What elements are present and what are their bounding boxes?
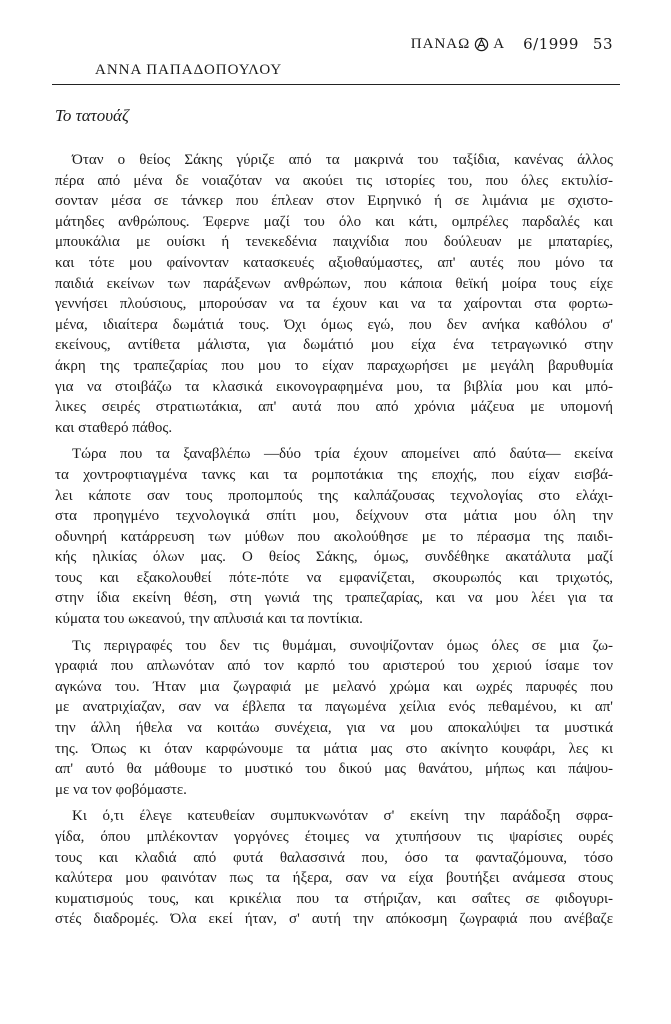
text-line: μπουκάλια με ουίσκι ή τενεκεδένια παιχνίδια που δούλευαν με μπαταρίες, (55, 234, 613, 251)
text-line: τους και κλαδιά από φυτά θαλασσινά που, όσο τα φανταζόμουνα, τόσο (55, 849, 613, 866)
text-line: και τότε μου φαίνονταν κατασκευές αξιοθαύμαστες, απ' αυτές που μόνο τα (55, 254, 613, 271)
author-name: ΑΝΝΑ ΠΑΠΑΔΟΠΟΥΛΟΥ (95, 62, 283, 78)
text-line: λει κάποτε σαν τους προπομπούς της καλπάζουσας τεχνολογίας στο ελάχι- (55, 487, 613, 504)
text-line: εκείνους, αντίθετα μάλιστα, για δωμάτιό μου είχα ένα τετραγωνικό στην (55, 337, 613, 354)
text-line: παιδιά εκείνων των παράξενων ανθρώπων, που κάποια θεϊκή μοίρα τους είχε (55, 275, 613, 292)
text-line: για να στοιβάζω τα κλασικά εικονογραφημένα μου, τα βιβλία μου και μπό- (55, 378, 613, 395)
text-line: με ανατριχίαζαν, σαν να έβλεπα τα παγωμένα χείλια ενός πεθαμένου, κι απ' (55, 699, 613, 716)
text-line: τα χοντροφτιαγμένα τανκς και τα ρομποτάκια της εποχής, που είχαν εισβά- (55, 466, 613, 483)
text-line: κής ηλικίας όλων μας. Ο θείος Σάκης, όμως, συνδέθηκε ακατάλυτα μαζί (55, 549, 613, 566)
text-line: στές διαδρομές. Όλα εκεί ήταν, σ' αυτή την απόκοσμη ζωγραφιά που ανέβαζε (55, 911, 613, 928)
running-header (411, 35, 613, 53)
text-line: τους και εξακολουθεί πότε-πότε να εμφανίζεται, σκουρωπός και τριχωτός, (55, 569, 613, 586)
story-body (55, 150, 613, 930)
text-line: Τώρα που τα ξαναβλέπω —δύο τρία έχουν απομείνει από δαύτα— εκείνα (72, 446, 613, 463)
text-line: στην ίδια εκείνη θέση, στη γωνιά της τραπεζαρίας, και να μου λέει για τα (55, 590, 613, 607)
paragraph (55, 636, 613, 801)
text-line: πέρα από μένα δε νοιαζόταν να ακούει τις ιστορίες του, που όλες εκτυλίσ- (55, 172, 613, 189)
paragraph (55, 444, 613, 629)
text-line: οδυνηρή κατάρρευση των μύθων που ακολούθησε με το πέρασμα της παιδι- (55, 528, 613, 545)
text-line: της. Όπως κι όταν καρφώνουμε τα μάτια μας στο ακίνητο κουφάρι, λες κι (55, 740, 613, 757)
text-line: την άλλη ήθελα να κοιτάω συνέχεια, για να μου αποκαλύψει τα μυστικά (55, 720, 613, 737)
text-line: άκρη της τραπεζαρίας που μου το είχαν παραχωρήσει με μεγάλη βαρυθυμία (55, 357, 613, 374)
text-line: καλύτερα μου φαινόταν πως τα ήξερα, σαν να είχα βουτήξει ανάμεσα στους (55, 870, 613, 887)
paragraph (55, 150, 613, 438)
text-line: μένα, ιδιαίτερα δωμάτιά τους. Όχι όμως εγώ, που δεν ανήκα καθόλου σ' (55, 316, 613, 333)
magazine-logo-icon (474, 37, 489, 52)
issue-number: 6/1999 (523, 35, 579, 53)
magazine-name-part-2: Α (493, 35, 506, 52)
text-line: απ' αυτό θα μάθουμε το μυστικό του δικού μας θανάτου, μήπως και πάψου- (55, 761, 613, 778)
story-title: Το τατουάζ (55, 106, 129, 125)
header-rule (52, 84, 620, 85)
text-line: γίδα, όπου μπλέκονταν γοργόνες έτοιμες να χτυπήσουν τις ψαρίσιες ουρές (55, 829, 613, 845)
text-line: Τις περιγραφές του δεν τις θυμάμαι, συνοψίζονταν όμως όλες σε μια ζω- (72, 637, 613, 654)
text-line: γεννήσει πλούσιους, μπορούσαν να τα έχουν και να τα χαίρονται στα φορτω- (55, 296, 613, 313)
text-line: Όταν ο θείος Σάκης γύριζε από τα μακρινά του ταξίδια, κανένας άλλος (72, 152, 613, 168)
text-line: σονταν μέσα σε τάνκερ που έπλεαν στον Ειρηνικό ή σε λιμάνια με σχιστο- (55, 193, 613, 210)
text-line: κύματα του ωκεανού, την απλυσιά και τα ποντίκια. (55, 611, 363, 628)
text-line: μάτηδες ανθρώπους. Έφερνε μαζί του όλο και κάτι, ομπρέλες παρδαλές και (55, 213, 613, 230)
text-line: με να τον φοβόμαστε. (55, 781, 187, 798)
paragraph (55, 806, 613, 930)
text-line: κυματισμούς τους, και κρικέλια που τα στήριζαν, και σαΐτες σε φιδογυρι- (55, 890, 613, 907)
text-line: λικες σειρές στρατιωτάκια, απ' αυτά που από χρόνια μάζευα με υπομονή (55, 399, 613, 416)
text-line: και σταθερό πάθος. (55, 419, 173, 436)
text-line: αγκώνα του. Ήταν μια ζωγραφιά με μελανό χρώμα και ωχρές παρυφές που (55, 678, 613, 695)
text-line: Κι ό,τι έλεγε κατευθείαν συμπυκνωνόταν σ' εκείνη την παράδοξη σφρα- (72, 808, 613, 825)
page-number: 53 (592, 35, 613, 53)
text-line: γραφιά που απλωνόταν από τον καρπό του αριστερού του χεριού ίσαμε τον (55, 658, 613, 675)
text-line: στα προηγμένο τεχνολογικά σπίτι μου, δείχνουν στα μάτια μου όλη την (55, 508, 613, 525)
magazine-name-part-1: ΠΑΝΑΩ (410, 35, 471, 52)
